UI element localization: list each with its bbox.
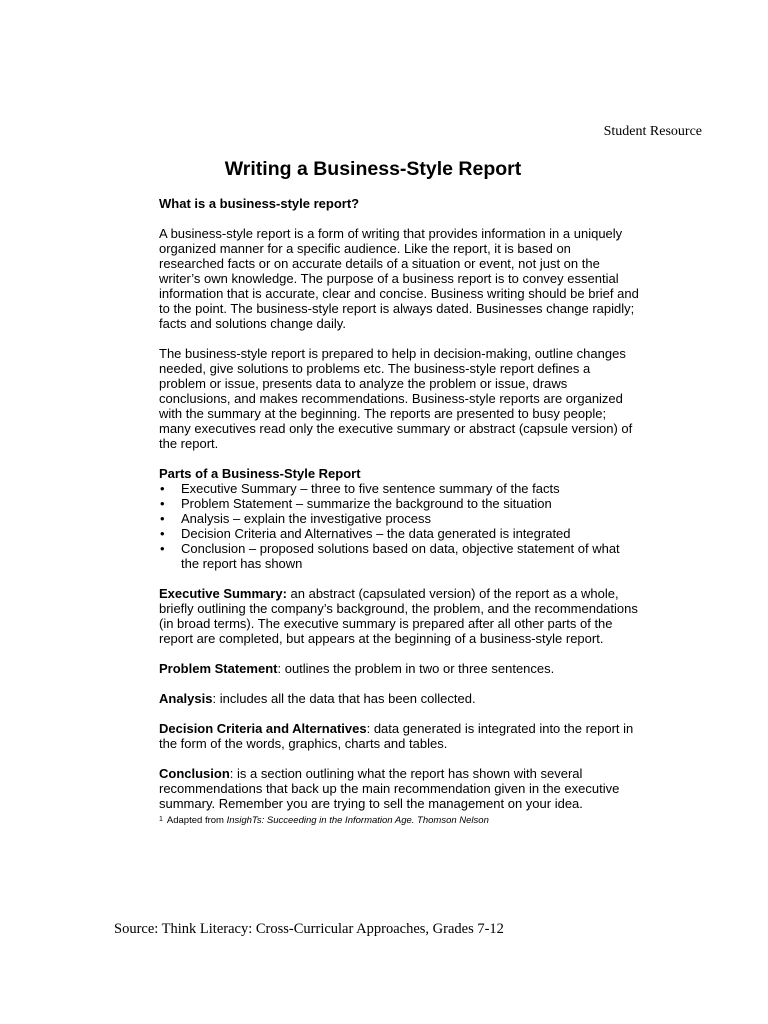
footnote-work: InsighTs: Succeeding in the Information Age. Thomson Nelson [226, 815, 489, 826]
page-title: Writing a Business-Style Report [224, 158, 522, 180]
list-item [159, 541, 639, 571]
definition-text: : outlines the problem in two or three sentences. [277, 661, 555, 676]
definition-conclusion [159, 766, 639, 811]
bullet-icon: • [160, 541, 165, 556]
list-item-text: Decision Criteria and Alternatives – the data generated is integrated [181, 526, 571, 541]
definition-term: Decision Criteria and Alternatives [159, 721, 367, 736]
definition-term: Executive Summary: [159, 586, 287, 601]
list-item [159, 526, 639, 541]
list-item [159, 511, 639, 526]
source-citation: Source: Think Literacy: Cross-Curricular Approaches, Grades 7-12 [114, 921, 504, 937]
list-item [159, 496, 639, 511]
document-body [159, 196, 639, 827]
footnote-number: 1 [159, 816, 163, 823]
definition-text: : includes all the data that has been collected. [212, 691, 476, 706]
list-item-text: Analysis – explain the investigative process [181, 511, 432, 526]
definition-text: : data generated is integrated into the report in the form of the words, graphics, charts and tables. [159, 721, 634, 751]
list-item [159, 481, 639, 496]
definition-text: : is a section outlining what the report has shown with several recommendations that back up the main recommendation given in the executive summary. Remember you are trying to sell the management on your idea. [159, 766, 620, 811]
bullet-icon: • [160, 526, 165, 541]
definition-analysis [159, 691, 639, 706]
list-item-text: Conclusion – proposed solutions based on data, objective statement of what the report has shown [181, 541, 620, 571]
list-item-text: Executive Summary – three to five sentence summary of the facts [181, 481, 560, 496]
definition-term: Analysis [159, 691, 213, 706]
bullet-icon: • [160, 481, 165, 496]
definition-term: Problem Statement [159, 661, 278, 676]
purpose-paragraph: The business-style report is prepared to help in decision-making, outline changes needed, give solutions to problems etc. The business-style report defines a problem or issue, presents data to analyze the problem or issue, draws conclusions, and makes recommendations. Business-style reports are organized with the summary at the beginning. The reports are presented to busy people; many executives read only the executive summary or abstract (capsule version) of the report. [159, 346, 633, 451]
definition-term: Conclusion [159, 766, 230, 781]
footnote [159, 815, 639, 827]
definition-text: an abstract (capsulated version) of the report as a whole, briefly outlining the company’s background, the problem, and the recommendations (in broad terms). The executive summary is prepared after all other parts of the report are completed, but appears at the beginning of a business-style report. [159, 586, 638, 646]
definition-problem-statement [159, 661, 639, 676]
footnote-prefix: Adapted from [166, 815, 227, 826]
bullet-icon: • [160, 511, 165, 526]
question-heading: What is a business-style report? [159, 196, 360, 211]
list-item-text: Problem Statement – summarize the background to the situation [181, 496, 552, 511]
intro-paragraph: A business-style report is a form of writing that provides information in a uniquely organized manner for a specific audience. Like the report, it is based on researched facts or on accurate details of a situation or event, not just on the writer’s own knowledge. The purpose of a business report is to convey essential information that is accurate, clear and concise. Business writing should be brief and to the point. The business-style report is always dated. Businesses change rapidly; facts and solutions change daily. [159, 226, 639, 331]
parts-heading: Parts of a Business-Style Report [159, 466, 361, 481]
parts-list [159, 481, 639, 571]
bullet-icon: • [160, 496, 165, 511]
definition-executive-summary [159, 586, 639, 646]
definition-decision-criteria [159, 721, 639, 751]
resource-label: Student Resource [603, 124, 702, 139]
